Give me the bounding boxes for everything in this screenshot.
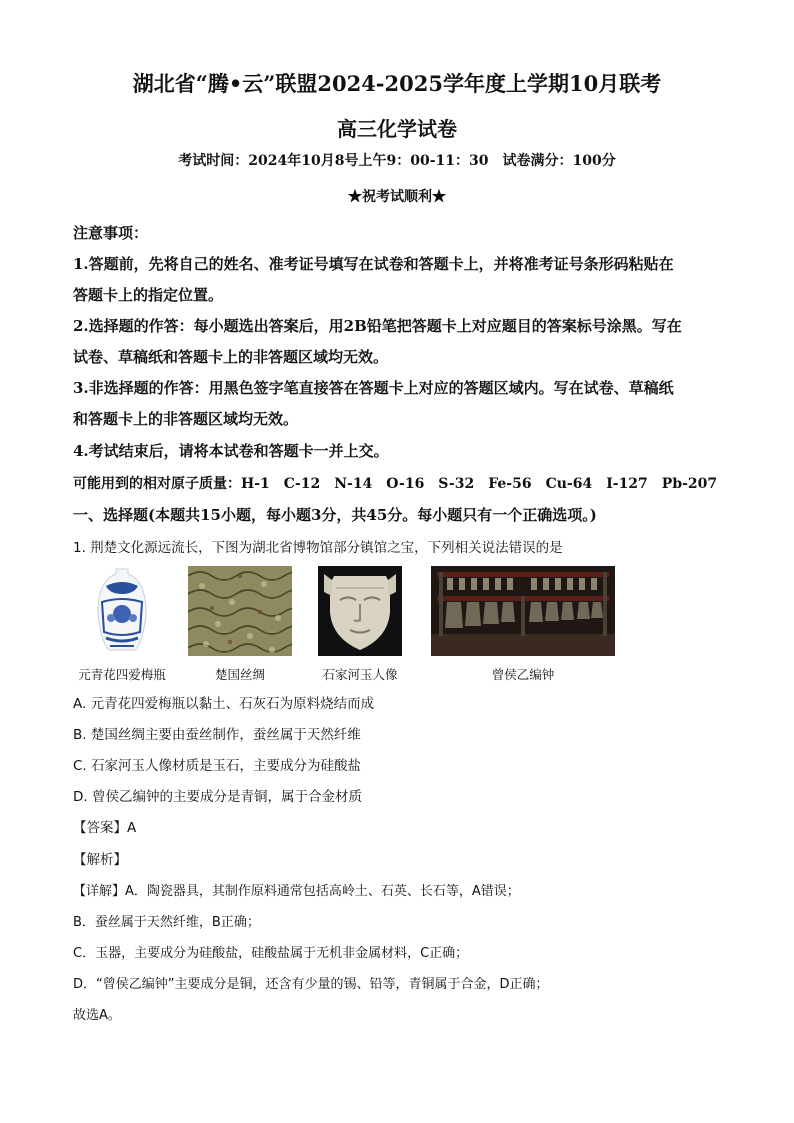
explanation-line: C．玉器，主要成分为硅酸盐，硅酸盐属于无机非金属材料，C正确； xyxy=(73,946,469,961)
notice-line: 和答题卡上的非答题区域均无效。 xyxy=(73,410,299,428)
blessing-line: ★祝考试顺利★ xyxy=(348,189,446,205)
figure-caption: 曾侯乙编钟 xyxy=(491,667,555,682)
option-b: B. 楚国丝绸主要由蚕丝制作，蚕丝属于天然纤维 xyxy=(73,727,361,743)
notice-line: 3.非选择题的作答：用黑色签字笔直接答在答题卡上对应的答题区域内。写在试卷、草稿纸 xyxy=(73,379,674,397)
answer-label: 【答案】A xyxy=(73,820,137,836)
explanation-line: 【详解】A．陶瓷器具，其制作原料通常包括高岭土、石英、长石等，A错误； xyxy=(73,884,520,899)
notice-line: 4.考试结束后，请将本试卷和答题卡一并上交。 xyxy=(73,442,389,460)
explanation-line: B．蚕丝属于天然纤维，B正确； xyxy=(73,915,260,930)
chime-bells-image xyxy=(431,566,615,656)
vase-image xyxy=(86,566,158,656)
atomic-masses: 可能用到的相对原子质量：H-1 C-12 N-14 O-16 S-32 Fe-56 Cu-64 I-127 Pb-207 xyxy=(73,476,718,492)
notice-line: 1.答题前，先将自己的姓名、准考证号填写在试卷和答题卡上，并将准考证号条形码粘贴在 xyxy=(73,255,674,273)
notice-heading: 注意事项： xyxy=(73,224,149,242)
figure-caption: 楚国丝绸 xyxy=(214,667,265,682)
option-c: C. 石家河玉人像材质是玉石，主要成分为硅酸盐 xyxy=(73,758,362,774)
explanation-line: 故选A。 xyxy=(73,1008,121,1023)
question-stem: 1. 荆楚文化源远流长，下图为湖北省博物馆部分镇馆之宝，下列相关说法错误的是 xyxy=(73,540,563,556)
analysis-label: 【解析】 xyxy=(73,852,127,868)
figure-caption: 石家河玉人像 xyxy=(322,667,398,682)
notice-line: 试卷、草稿纸和答题卡上的非答题区域均无效。 xyxy=(73,348,389,366)
exam-subtitle: 高三化学试卷 xyxy=(337,117,457,141)
silk-image xyxy=(188,566,292,656)
notice-line: 2.选择题的作答：每小题选出答案后，用2B铅笔把答题卡上对应题目的答案标号涂黑。写在 xyxy=(73,317,682,335)
exam-info: 考试时间：2024年10月8号上午9：00-11：30 试卷满分：100分 xyxy=(178,153,616,169)
notice-line: 答题卡上的指定位置。 xyxy=(73,286,224,304)
explanation-line: D．“曾侯乙编钟”主要成分是铜，还含有少量的锡、铅等，青铜属于合金，D正确； xyxy=(73,977,549,992)
exam-title: 湖北省“腾•云”联盟2024-2025学年度上学期10月联考 xyxy=(132,71,662,96)
jade-figure-image xyxy=(318,566,402,656)
option-d: D. 曾侯乙编钟的主要成分是青铜，属于合金材质 xyxy=(73,789,362,805)
option-a: A. 元青花四爱梅瓶以黏土、石灰石为原料烧结而成 xyxy=(73,696,375,712)
figure-caption: 元青花四爱梅瓶 xyxy=(78,667,166,682)
section-heading: 一、选择题(本题共15小题，每小题3分，共45分。每小题只有一个正确选项。) xyxy=(73,506,597,524)
